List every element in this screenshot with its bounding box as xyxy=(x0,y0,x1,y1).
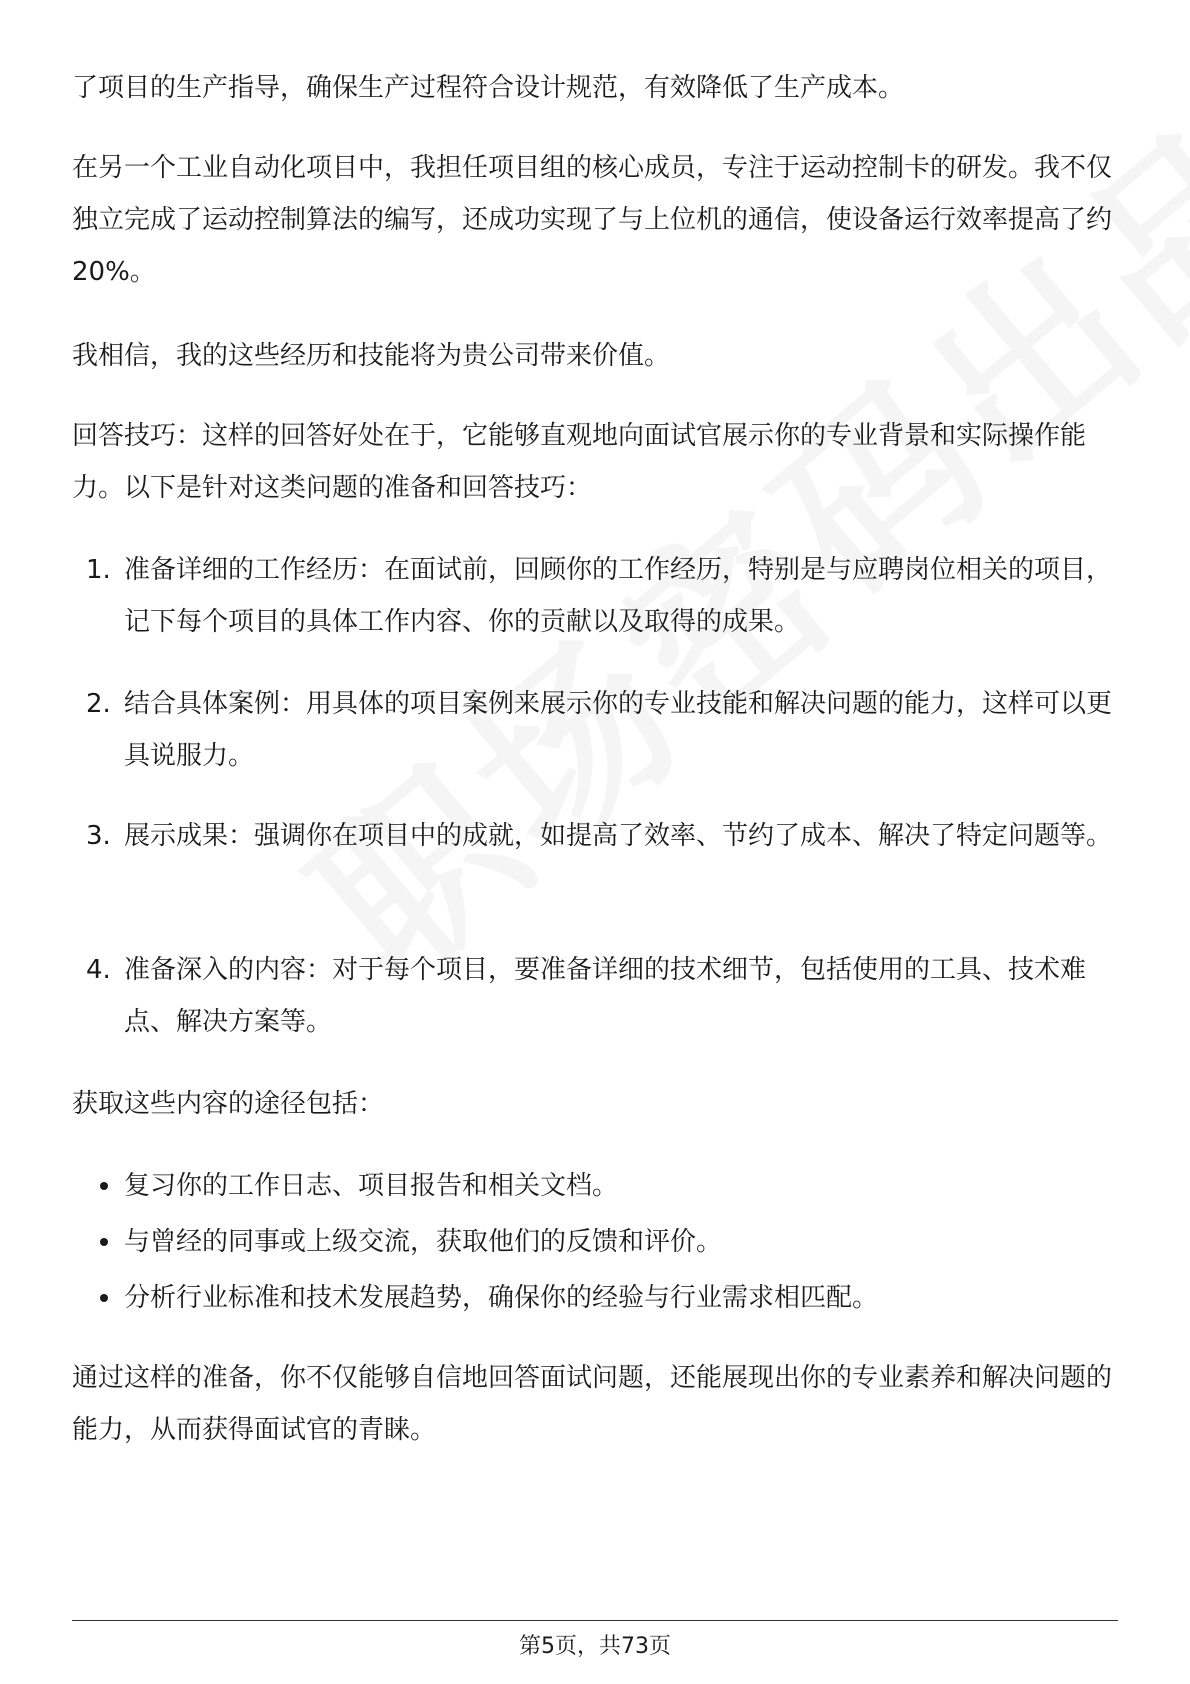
paragraph-3: 我相信，我的这些经历和技能将为贵公司带来价值。 xyxy=(72,341,671,371)
document-page xyxy=(72,0,1118,1684)
bullet-item-text: 分析行业标准和技术发展趋势，确保你的经验与行业需求相匹配。 xyxy=(124,1283,879,1313)
list-item-text: 准备深入的内容：对于每个项目，要准备详细的技术细节，包括使用的工具、技术难点、解决方案等。 xyxy=(124,955,1087,1037)
paragraph-5: 获取这些内容的途径包括： xyxy=(72,1089,385,1119)
footer-divider xyxy=(72,1620,1118,1621)
list-number: 1. xyxy=(86,555,111,585)
paragraph-1: 了项目的生产指导，确保生产过程符合设计规范，有效降低了生产成本。 xyxy=(72,73,905,103)
list-item-text: 准备详细的工作经历：在面试前，回顾你的工作经历，特别是与应聘岗位相关的项目，记下每个项目的具体工作内容、你的贡献以及取得的成果。 xyxy=(124,555,1113,637)
bullet-item-text: 与曾经的同事或上级交流，获取他们的反馈和评价。 xyxy=(124,1227,723,1257)
list-item-text: 结合具体案例：用具体的项目案例来展示你的专业技能和解决问题的能力，这样可以更具说服力。 xyxy=(124,689,1113,771)
page-number: 第5页，共73页 xyxy=(519,1634,671,1659)
paragraph-2: 在另一个工业自动化项目中，我担任项目组的核心成员，专注于运动控制卡的研发。我不仅独立完成了运动控制算法的编写，还成功实现了与上位机的通信，使设备运行效率提高了约20%。 xyxy=(72,153,1113,287)
bullet-dot-icon xyxy=(100,1238,108,1246)
bullet-dot-icon xyxy=(100,1182,108,1190)
list-number: 4. xyxy=(86,955,111,985)
list-number: 2. xyxy=(86,689,111,719)
list-number: 3. xyxy=(86,821,111,851)
list-item-text: 展示成果：强调你在项目中的成就，如提高了效率、节约了成本、解决了特定问题等。 xyxy=(124,821,1113,851)
bullet-dot-icon xyxy=(100,1294,108,1302)
paragraph-6: 通过这样的准备，你不仅能够自信地回答面试问题，还能展现出你的专业素养和解决问题的能力，从而获得面试官的青睐。 xyxy=(72,1363,1113,1445)
paragraph-4: 回答技巧：这样的回答好处在于，它能够直观地向面试官展示你的专业背景和实际操作能力。以下是针对这类问题的准备和回答技巧： xyxy=(72,421,1087,503)
bullet-item-text: 复习你的工作日志、项目报告和相关文档。 xyxy=(124,1171,619,1201)
